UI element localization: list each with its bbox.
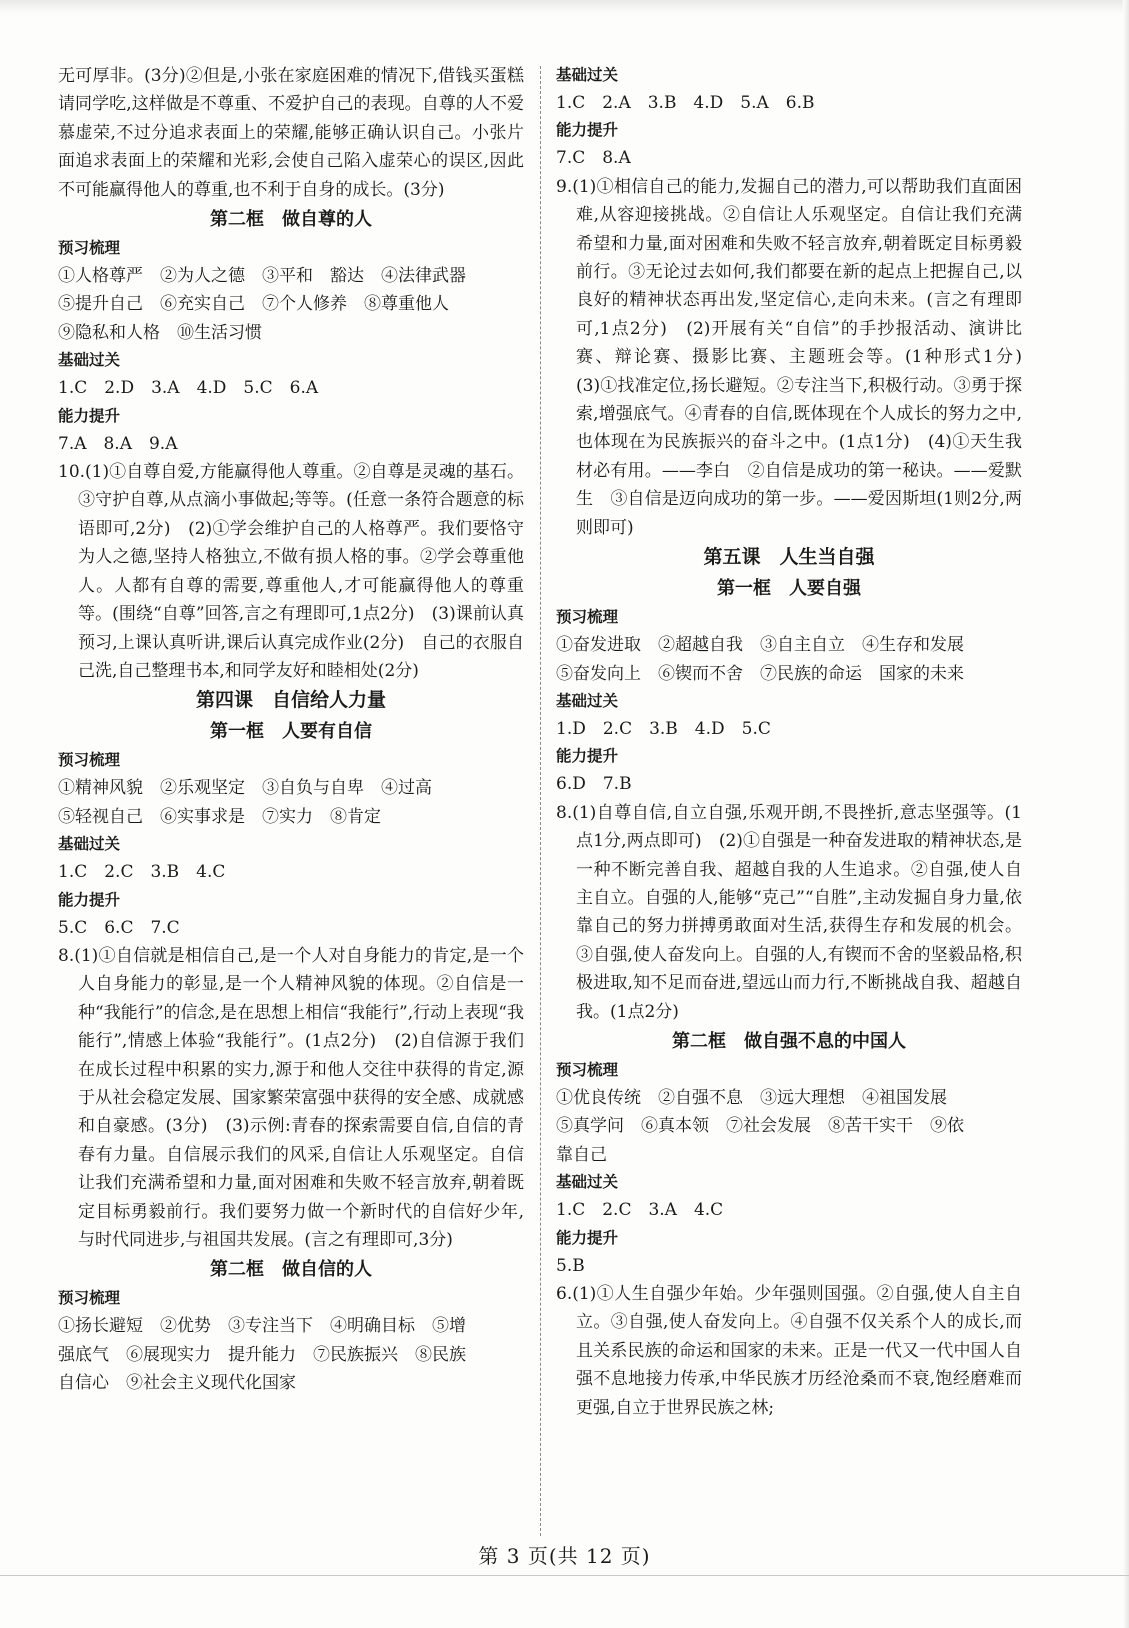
section-heading-jichu: 基础过关 — [556, 1173, 619, 1192]
footer-rule — [0, 1575, 1129, 1576]
frame-title: 第一框 人要有自信 — [210, 721, 372, 743]
frame-title: 第二框 做自强不息的中国人 — [672, 1030, 906, 1052]
yuxi-row: ①奋发进取 ②超越自我 ③自主自立 ④生存和发展 — [556, 635, 964, 656]
left-column — [58, 62, 524, 1398]
yuxi-row: 强底气 ⑥展现实力 提升能力 ⑦民族振兴 ⑧民族 — [58, 1344, 466, 1365]
yuxi-row: ⑨隐私和人格 ⑩生活习惯 — [58, 322, 262, 343]
section-heading-jichu: 基础过关 — [556, 691, 619, 710]
section-heading-jichu: 基础过关 — [58, 351, 121, 370]
yuxi-row: ⑤轻视自己 ⑥实事求是 ⑦实力 ⑧肯定 — [58, 806, 381, 827]
section-heading-yuxi: 预习梳理 — [556, 608, 619, 627]
answer-key-row: 7.A 8.A 9.A — [58, 433, 178, 454]
section-heading-nengli: 能力提升 — [556, 121, 619, 140]
column-divider — [540, 66, 541, 1536]
question-answer-9: 9.(1)①相信自己的能力,发掘自己的潜力,可以帮助我们直面困难,从容迎接挑战。②自信让人乐观坚定。自信让我们充满希望和力量,面对困难和失败不轻言放弃,朝着既定目标勇毅前行。③无论过去如何,我们都要在新的起点上把握自己,以良好的精神状态再出发,坚定信心,走向未来。(言之有理即可,1点2分) (2)开展有关“自信”的手抄报活动、演讲比赛、辩论赛、摄影比赛、主题班会等。(1种形式1分) (3)①找准定位,扬长避短。②专注当下,积极行动。③勇于探索,增强底气。④青春的自信,既体现在个人成长的努力之中,也体现在为民族振兴的奋斗之中。(1点1分) (4)①天生我材必有用。——李白 ②自信是成功的第一秘诀。——爱默生 ③自信是迈向成功的第一步。——爱因斯坦(1则2分,两则即可) — [556, 176, 1039, 538]
answer-key-row: 1.C 2.A 3.B 4.D 5.A 6.B — [556, 93, 815, 113]
answer-key-row: 6.D 7.B — [556, 774, 632, 795]
answer-key-row: 5.C 6.C 7.C — [58, 917, 180, 938]
yuxi-row: ①人格尊严 ②为人之德 ③平和 豁达 ④法律武器 — [58, 266, 466, 287]
scan-edge-top — [0, 0, 1129, 14]
section-heading-yuxi: 预习梳理 — [556, 1060, 619, 1079]
scan-edge-right — [1123, 0, 1129, 1628]
yuxi-row: ①扬长避短 ②优势 ③专注当下 ④明确目标 ⑤增 — [58, 1316, 466, 1337]
yuxi-row: ⑤提升自己 ⑥充实自己 ⑦个人修养 ⑧尊重他人 — [58, 294, 449, 315]
lesson-title: 第五课 人生当自强 — [703, 546, 875, 569]
section-heading-nengli: 能力提升 — [58, 406, 121, 425]
right-column — [556, 62, 1039, 1422]
section-heading-nengli: 能力提升 — [556, 1228, 619, 1247]
question-answer-10: 10.(1)①自尊自爱,方能赢得他人尊重。②自尊是灵魂的基石。③守护自尊,从点滴小事做起;等等。(任意一条符合题意的标语即可,2分) (2)①学会维护自己的人格尊严。我们要恪守为人之德,坚持人格独立,不做有损人格的事。②学会尊重他人。人都有自尊的需要,尊重他人,才可能赢得他人的尊重等。(围绕“自尊”回答,言之有理即可,1点2分) (3)课前认真预习,上课认真听讲,课后认真完成作业(2分) 自己的衣服自己洗,自己整理书本,和同学友好和睦相处(2分) — [58, 462, 524, 681]
answer-key-row: 1.C 2.C 3.A 4.C — [556, 1200, 724, 1221]
question-answer-6: 6.(1)①人生自强少年始。少年强则国强。②自强,使人自主自立。③自强,使人奋发向上。④自强不仅关系个人的成长,而且关系民族的命运和国家的未来。正是一代又一代中国人自强不息地接力传承,中华民族才历经沧桑而不衰,饱经磨难而更强,自立于世界民族之林; — [556, 1284, 1022, 1418]
section-heading-yuxi: 预习梳理 — [58, 751, 121, 770]
yuxi-row: 靠自己 — [556, 1144, 607, 1165]
yuxi-row: ⑤真学问 ⑥真本领 ⑦社会发展 ⑧苦干实干 ⑨依 — [556, 1116, 964, 1137]
frame-title: 第一框 人要自强 — [717, 578, 861, 600]
yuxi-row: ⑤奋发向上 ⑥锲而不舍 ⑦民族的命运 国家的未来 — [556, 663, 964, 684]
answer-key-row: 1.C 2.C 3.B 4.C — [58, 862, 226, 883]
yuxi-row: ①优良传统 ②自强不息 ③远大理想 ④祖国发展 — [556, 1087, 947, 1108]
answer-key-row: 1.D 2.C 3.B 4.D 5.C — [556, 718, 771, 739]
section-heading-jichu: 基础过关 — [556, 66, 619, 84]
page-number-footer: 第 3 页(共 12 页) — [478, 1544, 651, 1568]
answer-key-row: 7.C 8.A — [556, 148, 631, 169]
section-heading-nengli: 能力提升 — [556, 747, 619, 766]
answer-key-row: 1.C 2.D 3.A 4.D 5.C 6.A — [58, 378, 319, 399]
lesson-title: 第四课 自信给人力量 — [195, 689, 386, 712]
section-heading-nengli: 能力提升 — [58, 890, 121, 909]
frame-title: 第二框 做自尊的人 — [210, 209, 372, 231]
answer-key-row: 5.B — [556, 1255, 585, 1276]
yuxi-row: 自信心 ⑨社会主义现代化国家 — [58, 1373, 296, 1394]
question-answer-8: 8.(1)自尊自信,自立自强,乐观开朗,不畏挫折,意志坚强等。(1点1分,两点即可) (2)①自强是一种奋发进取的精神状态,是一种不断完善自我、超越自我的人生追求。②自强,使人自主自立。自强的人,能够“克己”“自胜”,主动发掘自身力量,依靠自己的努力拼搏勇敢面对生活,获得生存和发展的机会。③自强,使人奋发向上。自强的人,有锲而不舍的坚毅品格,积极进取,知不足而奋进,望远山而力行,不断挑战自我、超越自我。(1点2分) — [556, 802, 1022, 1022]
question-answer-8: 8.(1)①自信就是相信自己,是一个人对自身能力的肯定,是一个人自身能力的彰显,是一个人精神风貌的体现。②自信是一种“我能行”的信念,是在思想上相信“我能行”,行动上表现“我能行”,情感上体验“我能行”。(1点2分) (2)自信源于我们在成长过程中积累的实力,源于和他人交往中获得的肯定,源于从社会稳定发展、国家繁荣富强中获得的安全感、成就感和自豪感。(3分) (3)示例:青春的探索需要自信,自信的青春有力量。自信展示我们的风采,自信让人乐观坚定。自信让我们充满希望和力量,面对困难和失败不轻言放弃,朝着既定目标勇毅前行。我们要努力做一个新时代的自信好少年,与时代同进步,与祖国共发展。(言之有理即可,3分) — [58, 945, 524, 1250]
section-heading-yuxi: 预习梳理 — [58, 1289, 121, 1308]
yuxi-row: ①精神风貌 ②乐观坚定 ③自负与自卑 ④过高 — [58, 778, 432, 799]
answer-continuation: 无可厚非。(3分)②但是,小张在家庭困难的情况下,借钱买蛋糕请同学吃,这样做是不尊重、不爱护自己的表现。自尊的人不爱慕虚荣,不过分追求表面上的荣耀,能够正确认识自己。小张片面追求表面上的荣耀和光彩,会使自己陷入虚荣心的误区,因此不可能赢得他人的尊重,也不利于自身的成长。(3分) — [58, 66, 524, 200]
frame-title: 第二框 做自信的人 — [210, 1259, 372, 1281]
section-heading-jichu: 基础过关 — [58, 835, 121, 854]
section-heading-yuxi: 预习梳理 — [58, 239, 121, 258]
